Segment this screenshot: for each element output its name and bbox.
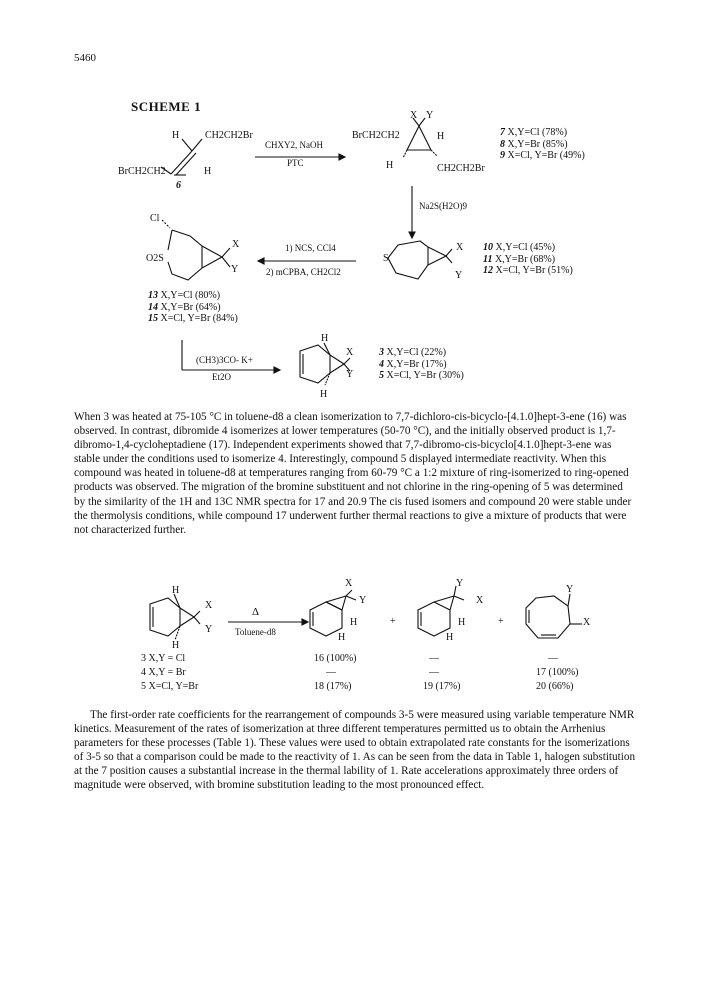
bicyclo-h-top: H bbox=[321, 333, 329, 344]
list-13-15-item: 15 X=Cl, Y=Br (84%) bbox=[148, 313, 238, 324]
list-13-15-item: 14 X,Y=Br (64%) bbox=[148, 301, 221, 313]
s2-c-x: X bbox=[583, 617, 591, 628]
s2-r-y: Y bbox=[205, 624, 213, 635]
sulfone-cl: Cl bbox=[150, 213, 160, 224]
scheme2-reactant bbox=[132, 588, 212, 648]
scheme2-product-c bbox=[512, 592, 592, 648]
scheme2-col3 bbox=[423, 652, 461, 694]
s2-col4-row: 17 (100%) bbox=[536, 667, 579, 678]
scheme2-col2 bbox=[314, 652, 357, 694]
s2-col3-row: 19 (17%) bbox=[423, 681, 461, 692]
diene-brch2ch2: BrCH2CH2 bbox=[118, 166, 166, 177]
scheme2-product-b bbox=[408, 590, 478, 642]
compound-6-label: 6 bbox=[176, 180, 181, 191]
cp-brch2ch2: BrCH2CH2 bbox=[352, 130, 400, 141]
solvent: Toluene-d8 bbox=[235, 627, 276, 637]
cond4-b: Et2O bbox=[212, 372, 231, 382]
list-3-5-item: 3 X,Y=Cl (22%) bbox=[379, 347, 447, 358]
list-3-5-item: 5 X=Cl, Y=Br (30%) bbox=[379, 370, 464, 381]
sulfone-structure bbox=[150, 218, 250, 290]
list-10-12-item: 12 X=Cl, Y=Br (51%) bbox=[483, 265, 573, 276]
diene-ch2ch2br: CH2CH2Br bbox=[205, 130, 253, 141]
list-7-9 bbox=[500, 127, 585, 162]
s2-a-x: X bbox=[345, 578, 353, 589]
paragraph-2: The first-order rate coefficients for the rearrangement of compounds 3-5 were measured using variable temperature NMR kinetics. Measurement of the rates of isomerization at three different temperatures permitted us to obtain the Arrhenius parameters for these processes (Table 1). These values were used to obtain extrapolated rate constants for the isomerizations of 3-5 so that a comparison could be made to the reactivity of 1. As can be seen from the data in Table 1, halogen substitution at the 7 position causes a substantial increase in the thermal lability of 1. Rate accelerations approximately three orders of magnitude were observed, with bromine substitution leading to the most pronounced effect. bbox=[74, 709, 636, 792]
bicyclo-x: X bbox=[346, 347, 354, 358]
sulfone-x: X bbox=[232, 239, 240, 250]
list-7-9-item: 7 X,Y=Cl (78%) bbox=[500, 127, 568, 138]
thiepane-s: S bbox=[383, 253, 389, 264]
s2-col4-row: — bbox=[548, 653, 558, 664]
s2-col4-row: 20 (66%) bbox=[536, 681, 574, 692]
cond1-top: CHXY2, NaOH bbox=[265, 140, 323, 150]
list-7-9-item: 8 X,Y=Br (85%) bbox=[500, 138, 568, 150]
s2-col1-row: 3 X,Y = Cl bbox=[141, 653, 186, 664]
s2-c-y: Y bbox=[566, 584, 574, 595]
thiepane-x: X bbox=[456, 242, 464, 253]
cp-h-right: H bbox=[437, 131, 445, 142]
list-3-5-item: 4 X,Y=Br (17%) bbox=[379, 358, 447, 370]
s2-b-h2: H bbox=[446, 632, 454, 643]
s2-a-h1: H bbox=[350, 617, 358, 628]
thiepane-y: Y bbox=[455, 270, 463, 281]
sulfone-y: Y bbox=[231, 264, 239, 275]
plus-2: + bbox=[498, 616, 504, 627]
bicyclo-y: Y bbox=[346, 369, 354, 380]
cp-ch2ch2br: CH2CH2Br bbox=[437, 163, 485, 174]
scheme2-col1 bbox=[141, 652, 198, 694]
bicyclo-h-bottom: H bbox=[320, 389, 328, 400]
s2-col3-row: — bbox=[429, 653, 439, 664]
cond3-b: 2) mCPBA, CH2Cl2 bbox=[266, 267, 341, 277]
s2-r-h-top: H bbox=[172, 585, 180, 596]
list-7-9-item: 9 X=Cl, Y=Br (49%) bbox=[500, 150, 585, 161]
s2-col3-row: — bbox=[429, 667, 439, 678]
paragraph-1: When 3 was heated at 75-105 °C in toluene-d8 a clean isomerization to 7,7-dichloro-cis-bicyclo-[4.1.0]hept-3-ene (16) was observed. In contrast, dibromide 4 isomerizes at lower temperatures (50-70 °C), and the initially observed product is 1,7-dibromo-1,4-cycloheptadiene (17). Independent experiments showed that 7,7-dibromo-cis-bicyclo[4.1.0]hept-3-ene was stable under the conditions used to isomerize 4. Interestingly, compound 5 displayed intermediate reactivity. When this compound was heated in toluene-d8 at temperatures ranging from 60-79 °C a 1:2 mixture of ring-isomerized to ring-opened products was observed. The migration of the bromine substituent and not chlorine in the ring-opening of 5 was determined by the similarity of the 1H and 13C NMR spectra for 17 and 20.9 The cis fused isomers and compound 20 were stable under the thermolysis conditions, while compound 17 underwent further thermal reactions to give a mixture of products that were not characterized further. bbox=[74, 411, 632, 536]
list-3-5 bbox=[379, 347, 464, 382]
bicyclo-structure bbox=[282, 335, 362, 395]
cp-h-left: H bbox=[386, 160, 394, 171]
s2-b-y: Y bbox=[456, 578, 464, 589]
scheme2-col4 bbox=[536, 652, 579, 694]
s2-b-h1: H bbox=[458, 617, 466, 628]
list-10-12 bbox=[483, 242, 573, 277]
delta: Δ bbox=[252, 606, 260, 618]
s2-b-x: X bbox=[476, 595, 484, 606]
list-10-12-item: 10 X,Y=Cl (45%) bbox=[483, 242, 556, 253]
s2-a-y: Y bbox=[359, 595, 367, 606]
plus-1: + bbox=[390, 616, 396, 627]
sulfone-o2s: O2S bbox=[146, 253, 164, 264]
s2-col2-row: — bbox=[326, 667, 336, 678]
s2-r-x: X bbox=[205, 600, 213, 611]
cond3-a: 1) NCS, CCl4 bbox=[285, 243, 336, 253]
diene-h-top: H bbox=[172, 130, 180, 141]
s2-col2-row: 16 (100%) bbox=[314, 653, 357, 664]
page-number: 5460 bbox=[74, 52, 96, 64]
s2-r-h-bottom: H bbox=[172, 640, 180, 651]
cond1-bottom: PTC bbox=[287, 158, 304, 168]
list-13-15 bbox=[148, 290, 238, 325]
list-10-12-item: 11 X,Y=Br (68%) bbox=[483, 253, 556, 265]
cond4-a: (CH3)3CO- K+ bbox=[196, 355, 253, 365]
cp-x: X bbox=[410, 110, 418, 121]
s2-a-h2: H bbox=[338, 632, 346, 643]
arrow-left bbox=[258, 257, 358, 267]
scheme-title: SCHEME 1 bbox=[131, 99, 202, 114]
s2-col2-row: 18 (17%) bbox=[314, 681, 352, 692]
list-13-15-item: 13 X,Y=Cl (80%) bbox=[148, 290, 221, 301]
diene-h-bottom: H bbox=[204, 166, 212, 177]
s2-col1-row: 4 X,Y = Br bbox=[141, 667, 186, 678]
s2-col1-row: 5 X=Cl, Y=Br bbox=[141, 681, 199, 692]
cond2: Na2S(H2O)9 bbox=[419, 201, 467, 211]
cp-y: Y bbox=[426, 110, 434, 121]
